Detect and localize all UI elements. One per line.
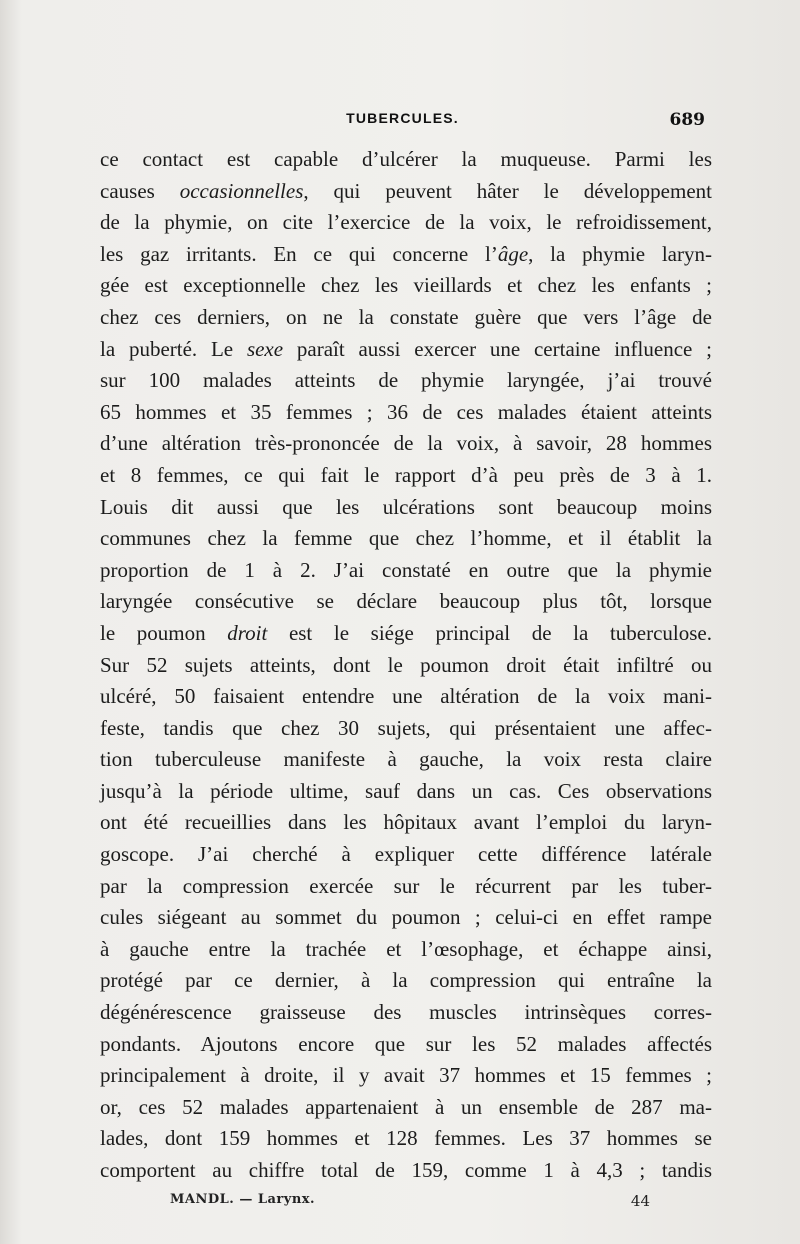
text-line: pondants. Ajoutons encore que sur les 52 malades affectés	[100, 1031, 712, 1056]
text-line: tion tuberculeuse manifeste à gauche, la voix resta claire	[100, 747, 712, 772]
text-line: protégé par ce dernier, à la compression qui entraîne la	[100, 968, 712, 993]
text-line: d’une altération très-prononcée de la voix, à savoir, 28 hommes	[100, 431, 712, 456]
page-number: 689	[669, 110, 705, 130]
text-line: par la compression exercée sur le récurrent par les tuber-	[100, 873, 712, 898]
text-line: Louis dit aussi que les ulcérations sont beaucoup moins	[100, 494, 712, 519]
text-line: et 8 femmes, ce qui fait le rapport d’à peu près de 3 à 1.	[100, 462, 712, 487]
text-line: les gaz irritants. En ce qui concerne l’âge, la phymie laryn-	[100, 241, 712, 266]
page-footer	[170, 1192, 650, 1214]
text-line: le poumon droit est le siége principal de la tuberculose.	[100, 620, 712, 645]
footer-sheet-number: 44	[630, 1192, 650, 1210]
text-line: cules siégeant au sommet du poumon ; celui-ci en effet rampe	[100, 905, 712, 930]
text-line: laryngée consécutive se déclare beaucoup plus tôt, lorsque	[100, 589, 712, 614]
text-line: comportent au chiffre total de 159, comme 1 à 4,3 ; tandis	[100, 1158, 712, 1182]
footer-signature: MANDL. — Larynx.	[170, 1192, 316, 1207]
text-line: ont été recueillies dans les hôpitaux avant l’emploi du laryn-	[100, 810, 712, 835]
page-header	[100, 110, 705, 134]
text-line: lades, dont 159 hommes et 128 femmes. Les 37 hommes se	[100, 1126, 712, 1151]
text-line: principalement à droite, il y avait 37 hommes et 15 femmes ;	[100, 1063, 712, 1088]
text-line: proportion de 1 à 2. J’ai constaté en outre que la phymie	[100, 557, 712, 582]
text-line: Sur 52 sujets atteints, dont le poumon droit était infiltré ou	[100, 652, 712, 677]
text-line: dégénérescence graisseuse des muscles intrinsèques corres-	[100, 1000, 712, 1025]
text-line: de la phymie, on cite l’exercice de la voix, le refroidissement,	[100, 210, 712, 235]
text-line: chez ces derniers, on ne la constate guère que vers l’âge de	[100, 304, 712, 329]
text-line: causes occasionnelles, qui peuvent hâter le développement	[100, 178, 712, 203]
text-line: jusqu’à la période ultime, sauf dans un cas. Ces observations	[100, 778, 712, 803]
text-line: la puberté. Le sexe paraît aussi exercer une certaine influence ;	[100, 336, 712, 361]
text-line: communes chez la femme que chez l’homme, et il établit la	[100, 526, 712, 551]
running-head: TUBERCULES.	[346, 110, 459, 126]
text-line: à gauche entre la trachée et l’œsophage, et échappe ainsi,	[100, 936, 712, 961]
text-line: feste, tandis que chez 30 sujets, qui présentaient une affec-	[100, 715, 712, 740]
text-line: goscope. J’ai cherché à expliquer cette différence latérale	[100, 842, 712, 867]
text-line: ce contact est capable d’ulcérer la muqueuse. Parmi les	[100, 147, 712, 171]
text-line: or, ces 52 malades appartenaient à un ensemble de 287 ma-	[100, 1094, 712, 1119]
text-line: gée est exceptionnelle chez les vieillards et chez les enfants ;	[100, 273, 712, 298]
body-text	[100, 144, 712, 1187]
text-line: ulcéré, 50 faisaient entendre une altération de la voix mani-	[100, 684, 712, 709]
text-line: 65 hommes et 35 femmes ; 36 de ces malades étaient atteints	[100, 399, 712, 424]
text-line: sur 100 malades atteints de phymie laryngée, j’ai trouvé	[100, 368, 712, 393]
